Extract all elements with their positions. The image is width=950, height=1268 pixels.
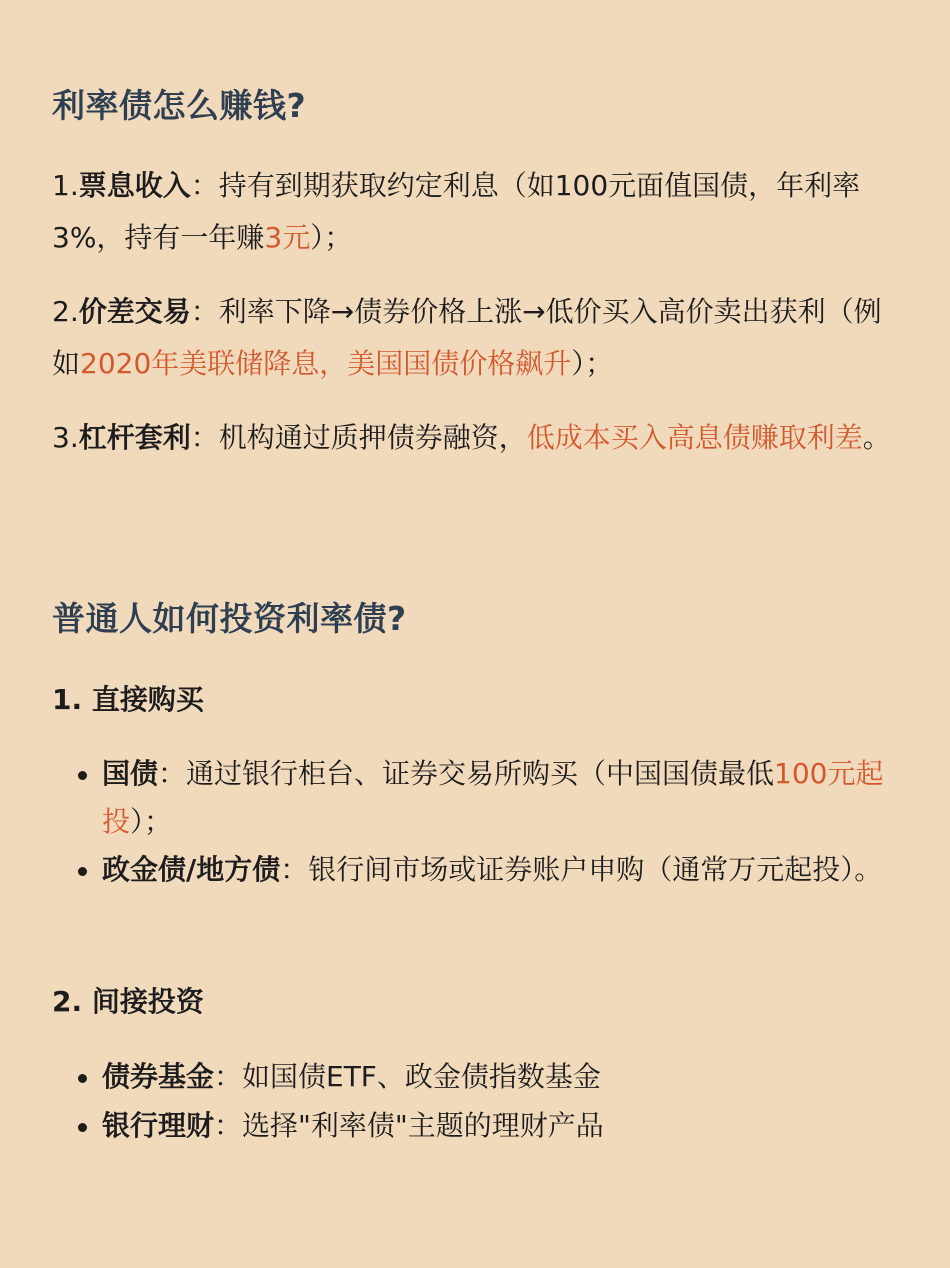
item-text: ：持有到期获取约定利息（如100元面值国债，年利率3%，持有一年赚 bbox=[52, 169, 861, 254]
item-label: 国债 bbox=[102, 757, 159, 790]
section-title-how-to-earn: 利率债怎么赚钱? bbox=[52, 86, 307, 125]
bullet-icon bbox=[78, 771, 87, 780]
item-number: 3. bbox=[52, 421, 79, 454]
item-label: 价差交易 bbox=[78, 295, 191, 328]
list-item-bond-fund bbox=[102, 1053, 892, 1101]
paragraph-spread-trading bbox=[52, 286, 902, 390]
item-text-end: 。 bbox=[862, 421, 891, 454]
item-text-end: ）； bbox=[310, 221, 353, 254]
list-item-bank-wealth bbox=[102, 1102, 892, 1150]
list-item-treasury bbox=[102, 750, 892, 846]
paragraph-coupon-income bbox=[52, 160, 902, 264]
bullet-icon bbox=[78, 1074, 87, 1083]
item-text: ：银行间市场或证券账户申购（通常万元起投）。 bbox=[280, 853, 883, 886]
item-label: 银行理财 bbox=[102, 1109, 215, 1142]
item-number: 1. bbox=[52, 169, 79, 202]
item-text: ：通过银行柜台、证券交易所购买（中国国债最低 bbox=[158, 757, 775, 790]
item-highlight: 2020年美联储降息，美国国债价格飙升 bbox=[80, 347, 572, 380]
bullet-icon bbox=[78, 1123, 87, 1132]
subheading-indirect-investment: 2. 间接投资 bbox=[52, 985, 204, 1018]
item-highlight: 100元起投 bbox=[102, 757, 884, 838]
subheading-direct-purchase: 1. 直接购买 bbox=[52, 683, 204, 716]
item-text: ：机构通过质押债券融资， bbox=[190, 421, 527, 454]
item-label: 票息收入 bbox=[78, 169, 191, 202]
item-number: 2. bbox=[52, 295, 79, 328]
item-text: ：如国债ETF、政金债指数基金 bbox=[214, 1060, 601, 1093]
item-highlight: 低成本买入高息债赚取利差 bbox=[526, 421, 863, 454]
section-title-how-to-invest: 普通人如何投资利率债? bbox=[52, 599, 407, 638]
list-item-policy-local-bonds bbox=[102, 846, 892, 894]
item-text: ：利率下降→债券价格上涨→低价买入高价卖出获利（例如 bbox=[52, 295, 882, 380]
item-label: 杠杆套利 bbox=[78, 421, 191, 454]
item-text-end: ）； bbox=[130, 805, 173, 838]
paragraph-leverage-arbitrage bbox=[52, 412, 902, 464]
item-label: 政金债/地方债 bbox=[102, 853, 281, 886]
item-text-end: ）； bbox=[571, 347, 614, 380]
item-label: 债券基金 bbox=[102, 1060, 215, 1093]
item-text: ：选择"利率债"主题的理财产品 bbox=[214, 1109, 604, 1142]
item-highlight: 3元 bbox=[264, 221, 311, 254]
bullet-icon bbox=[78, 867, 87, 876]
